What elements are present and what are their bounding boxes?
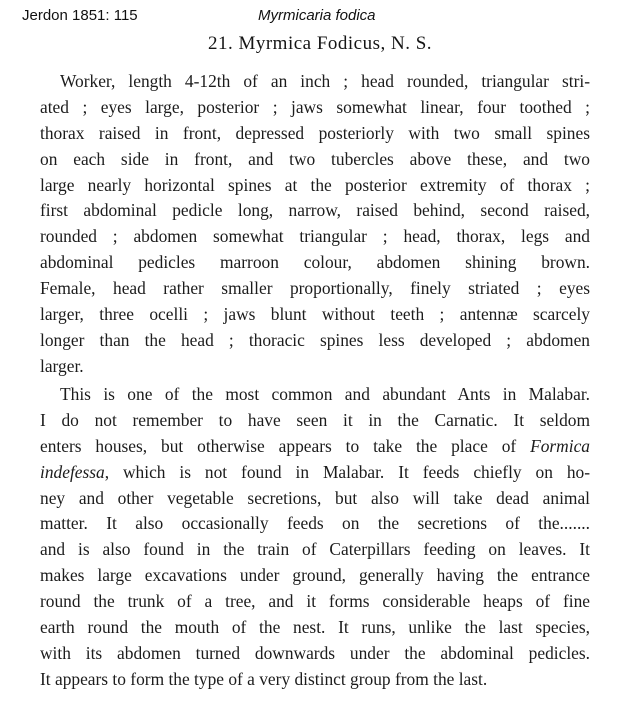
text-line: abdominal pedicles marroon colour, abdomen shining brown. [40, 252, 590, 273]
text-line: first abdominal pedicle long, narrow, raised behind, second raised, [40, 200, 590, 221]
species-name-label: Myrmicaria fodica [258, 7, 376, 24]
text-line: on each side in front, and two tubercles above these, and two [40, 148, 590, 169]
citation-label: Jerdon 1851: 115 [22, 7, 138, 24]
text-line: thorax raised in front, depressed posteriorly with two small spines [40, 122, 590, 143]
text-line: Female, head rather smaller proportionally, finely striated ; eyes [40, 278, 590, 299]
text-line: Worker, length 4-12th of an inch ; head rounded, triangular stri- [60, 71, 590, 91]
text-line: ney and other vegetable secretions, but also will take dead animal [40, 487, 590, 508]
text-line: matter. It also occasionally feeds on the secretions of the....... [40, 513, 590, 534]
section-heading: 21. Myrmica Fodicus, N. S. [207, 33, 433, 54]
text-line: It appears to form the type of a very distinct group from the last. [40, 668, 488, 689]
text-line: larger. [40, 355, 84, 376]
text-line: indefessa, which is not found in Malabar. It feeds chiefly on ho- [40, 461, 590, 482]
text-line: with its abdomen turned downwards under the abdominal pedicles. [40, 642, 590, 663]
text-line: longer than the head ; thoracic spines less developed ; abdomen [40, 329, 590, 350]
text-line: enters houses, but otherwise appears to take the place of Formica [40, 435, 590, 456]
text-line: large nearly horizontal spines at the posterior extremity of thorax ; [40, 174, 590, 195]
text-line: rounded ; abdomen somewhat triangular ; head, thorax, legs and [40, 226, 590, 247]
text-line: makes large excavations under ground, generally having the entrance [40, 565, 590, 586]
text-line: ated ; eyes large, posterior ; jaws somewhat linear, four toothed ; [40, 96, 590, 117]
text-line: larger, three ocelli ; jaws blunt without teeth ; antennæ scarcely [40, 304, 590, 325]
notes-paragraph [40, 382, 590, 693]
text-line: earth round the mouth of the nest. It runs, unlike the last species, [40, 617, 590, 638]
description-paragraph [40, 69, 590, 380]
text-line: and is also found in the train of Caterpillars feeding on leaves. It [40, 539, 590, 560]
text-line: I do not remember to have seen it in the Carnatic. It seldom [40, 409, 590, 430]
text-line: This is one of the most common and abundant Ants in Malabar. [60, 384, 590, 404]
text-line: round the trunk of a tree, and it forms considerable heaps of fine [40, 591, 590, 612]
